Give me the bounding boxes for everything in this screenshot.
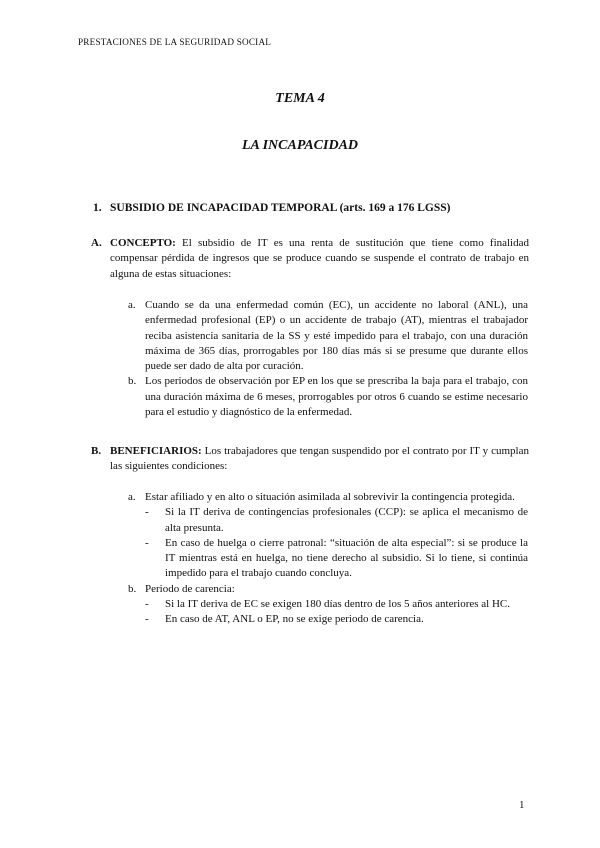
chapter-subtitle: LA INCAPACIDAD (241, 138, 359, 153)
concept-text: El subsidio de IT es una renta de sustitución que tiene como finalidad compensar pérdida de ingresos que se produce cuando se suspende el contrato de trabajo en alguna de estas situaciones: (110, 237, 529, 280)
sub-list-item-text: Si la IT deriva de contingencias profesionales (CCP): se aplica el mecanismo de alta presunta. (165, 506, 528, 534)
beneficiaries-letter: B. (91, 445, 102, 457)
list-item-text: Los periodos de observación por EP en los que se prescriba la baja para el trabajo, con una duración máxima de 6 meses, prorrogables por otros 6 cuando se estime necesario para el estudio y diagnóstico de la enfermedad. (145, 375, 528, 419)
beneficiaries-label: BENEFICIARIOS: (110, 445, 202, 457)
list-marker: b. (128, 582, 137, 595)
list-item-text: Cuando se da una enfermedad común (EC), un accidente no laboral (ANL), una enfermedad profesional (EP) o un accidente de trabajo (AT), mientras el trabajador reciba asistencia sanitaria de la SS y esté impedido para el trabajo, con una duración máxima de 365 días, prorrogables por 180 días más si se presume que durante ellos puede ser dado de alta por curación. (145, 299, 528, 373)
sub-list-item-text: En caso de huelga o cierre patronal: “situación de alta especial”: si se produce la IT mientras está en huelga, no tiene derecho al subsidio. Si lo tiene, si continúa impedido para el trabajo cuando concluya. (165, 536, 528, 580)
concept-list (128, 298, 528, 420)
sub-list-item-text: En caso de AT, ANL o EP, no se exige periodo de carencia. (165, 613, 424, 626)
concept-paragraph (91, 236, 529, 282)
dash-marker: - (145, 506, 149, 519)
list-item-text: Estar afiliado y en alto o situación asimilada al sobrevivir la contingencia protegida. (145, 491, 515, 503)
sub-list-item (145, 612, 528, 627)
sub-list-item (145, 505, 528, 536)
list-item (128, 582, 528, 597)
beneficiaries-text: Los trabajadores que tengan suspendido por el contrato por IT y cumplan las siguientes condiciones: (110, 445, 529, 473)
running-header: PRESTACIONES DE LA SEGURIDAD SOCIAL (78, 37, 272, 47)
list-marker: a. (128, 299, 136, 311)
dash-marker: - (145, 613, 149, 626)
sub-list-item (145, 597, 528, 612)
list-item-text: Periodo de carencia: (145, 582, 235, 595)
beneficiaries-paragraph (91, 444, 529, 475)
page-number: 1 (519, 799, 525, 811)
list-marker: a. (128, 491, 136, 503)
list-item (128, 298, 528, 374)
section-number: 1. (93, 202, 102, 214)
sub-list (145, 597, 528, 628)
list-item (128, 374, 528, 420)
section-heading-text: SUBSIDIO DE INCAPACIDAD TEMPORAL (arts. 169 a 176 LGSS) (110, 202, 451, 214)
list-marker: b. (128, 375, 137, 388)
sub-list (145, 505, 528, 581)
sub-list-item (145, 536, 528, 582)
list-item (128, 490, 528, 505)
section-heading (93, 201, 450, 216)
dash-marker: - (145, 598, 149, 611)
concept-label: CONCEPTO: (110, 237, 176, 249)
concept-letter: A. (91, 237, 102, 249)
dash-marker: - (145, 536, 149, 549)
chapter-title: TEMA 4 (275, 91, 325, 106)
beneficiaries-list (128, 490, 528, 628)
sub-list-item-text: Si la IT deriva de EC se exigen 180 días dentro de los 5 años anteriores al HC. (165, 598, 510, 611)
